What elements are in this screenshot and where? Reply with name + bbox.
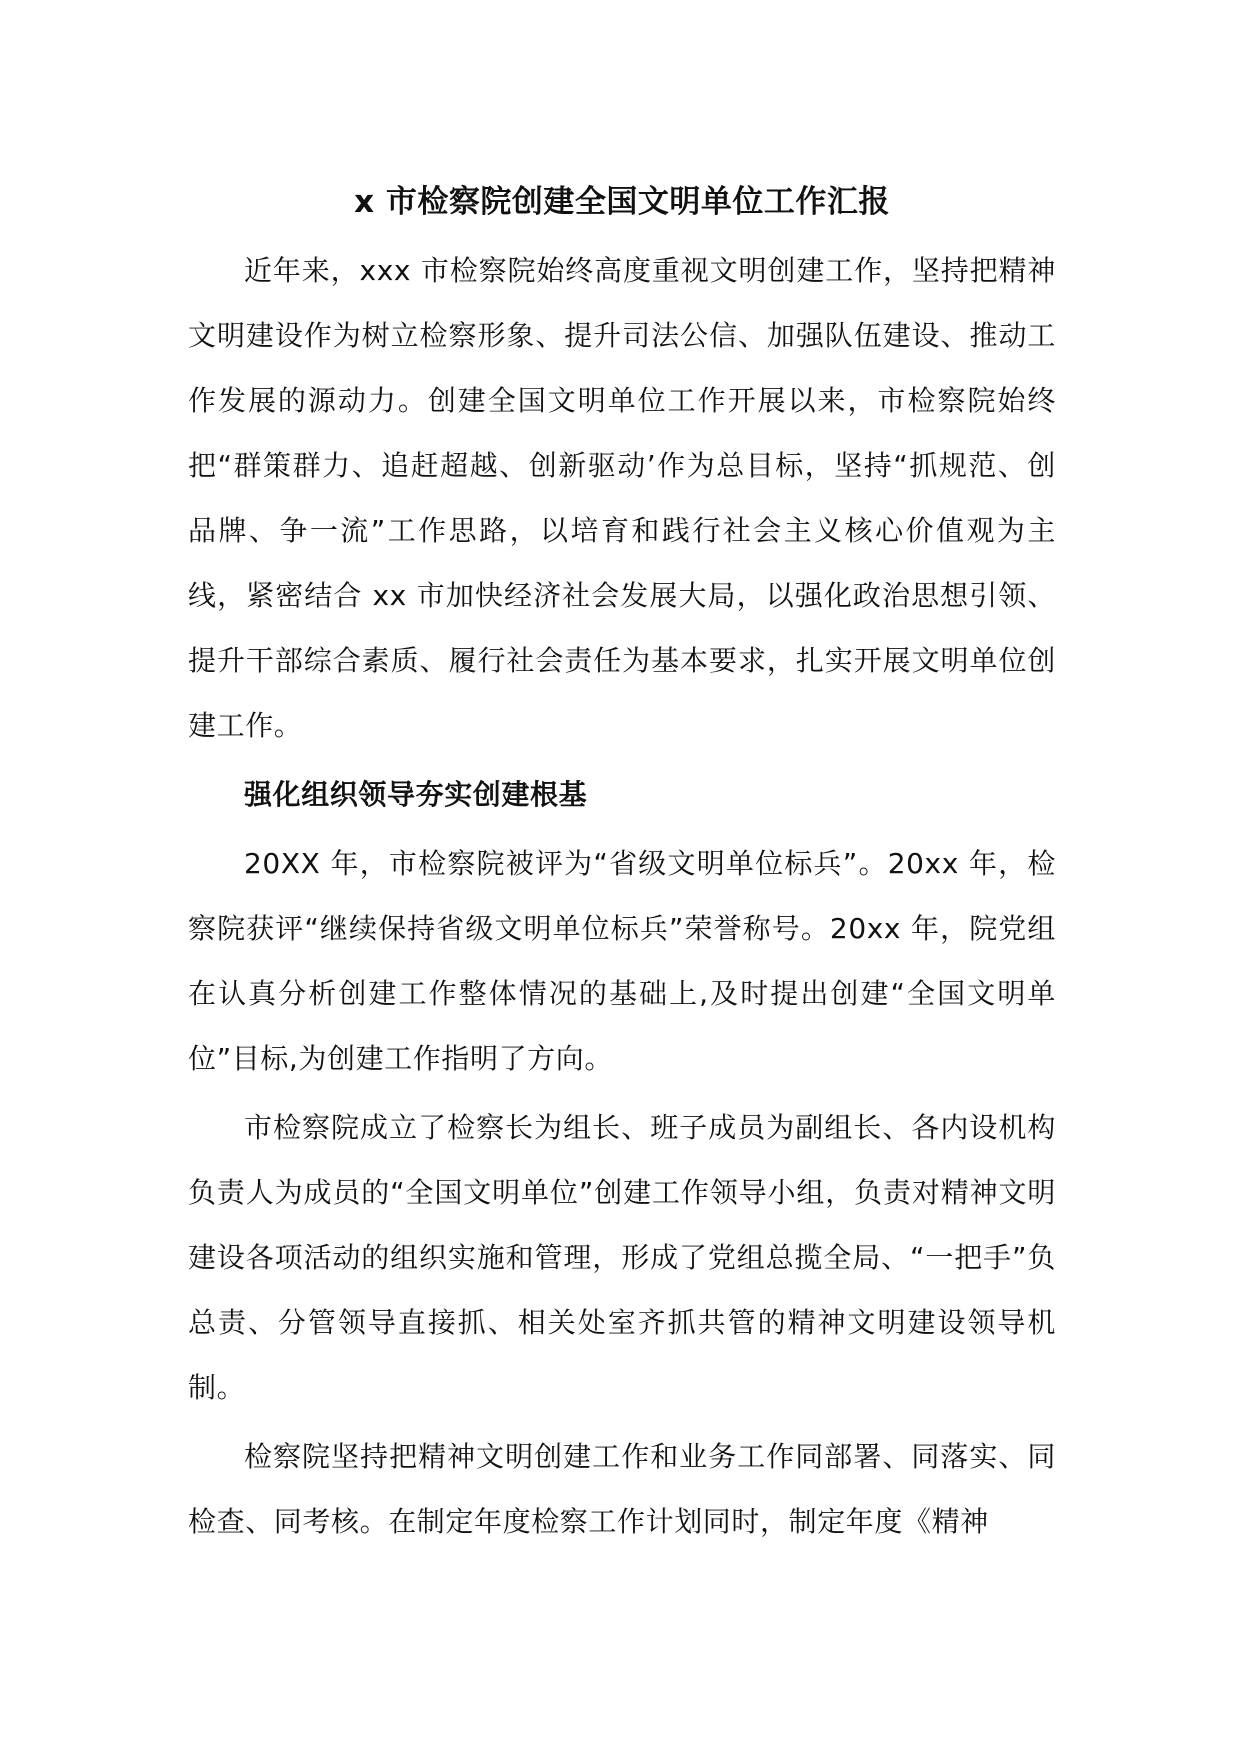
- document-page: [188, 176, 1056, 1554]
- section-paragraph-2: 市检察院成立了检察长为组长、班子成员为副组长、各内设机构负责人为成员的“全国文明单位”创建工作领导小组，负责对精神文明建设各项活动的组织实施和管理，形成了党组总揽全局、“一把手”负总责、分管领导直接抓、相关处室齐抓共管的精神文明建设领导机制。: [188, 1111, 1056, 1404]
- section-paragraph-1: 20XX 年，市检察院被评为“省级文明单位标兵”。20xx 年，检察院获评“继续保持省级文明单位标兵”荣誉称号。20xx 年，院党组在认真分析创建工作整体情况的基础上,及时提出创建“全国文明单位”目标,为创建工作指明了方向。: [188, 847, 1056, 1075]
- section-heading: 强化组织领导夯实创建根基: [244, 778, 588, 811]
- intro-paragraph: 近年来，xxx 市检察院始终高度重视文明创建工作，坚持把精神文明建设作为树立检察形象、提升司法公信、加强队伍建设、推动工作发展的源动力。创建全国文明单位工作开展以来，市检察院始终把“群策群力、追赶超越、创新驱动’作为总目标，坚持“抓规范、创品牌、争一流”工作思路，以培育和践行社会主义核心价值观为主线，紧密结合 xx 市加快经济社会发展大局，以强化政治思想引领、提升干部综合素质、履行社会责任为基本要求，扎实开展文明单位创建工作。: [188, 254, 1056, 742]
- section-paragraph-3: 检察院坚持把精神文明创建工作和业务工作同部署、同落实、同检查、同考核。在制定年度检察工作计划同时，制定年度《精神: [188, 1440, 1056, 1538]
- document-title: x 市检察院创建全国文明单位工作汇报: [354, 184, 890, 220]
